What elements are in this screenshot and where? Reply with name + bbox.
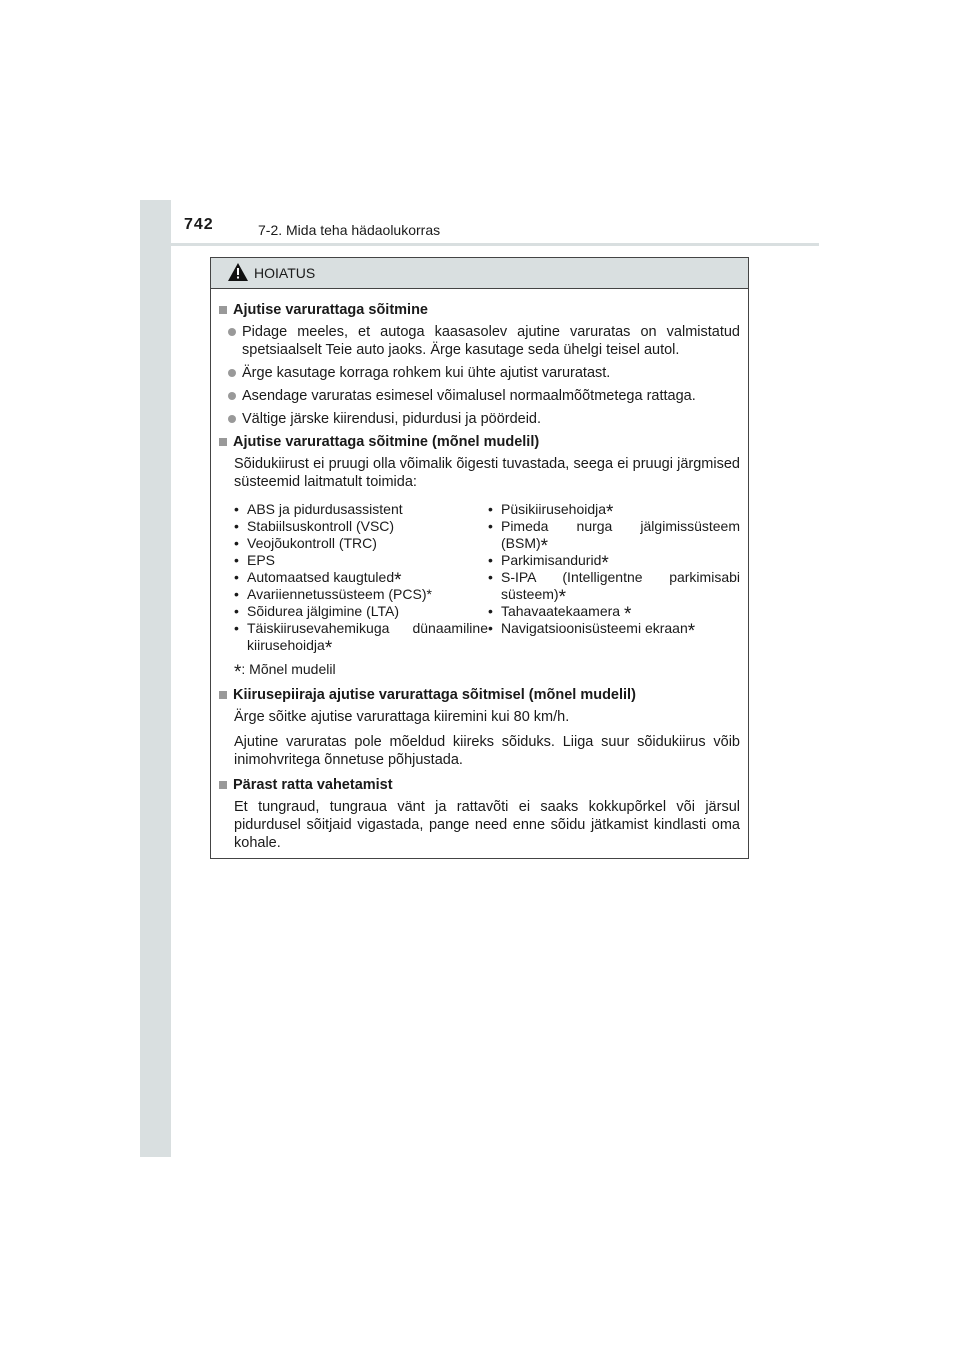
- page-number: 742: [184, 216, 214, 233]
- paragraph: Ärge sõitke ajutise varurattaga kiiremini kui 80 km/h.: [234, 709, 570, 725]
- warning-box: [210, 257, 749, 859]
- round-bullet-icon: [228, 369, 236, 377]
- system-list-item: • ABS ja pidurdusassistent: [234, 501, 403, 517]
- list-item: Asendage varuratas esimesel võimalusel normaalmõõtmetega rattaga.: [227, 387, 740, 405]
- header-rule: [171, 243, 819, 246]
- systems-list-left: [234, 501, 488, 659]
- system-list-item: • EPS: [234, 552, 276, 568]
- footnote: *: Mõnel mudelil: [234, 661, 336, 683]
- systems-list-right: [488, 501, 740, 654]
- list-item: Pidage meeles, et autoga kaasasolev ajutine varuratas on valmistatud spetsiaalselt Teie auto jaoks. Ärge kasutage seda ühelgi teisel autol.: [227, 323, 740, 359]
- warning-triangle-icon: [228, 263, 248, 281]
- system-list-item: • Tahavaatekaamera *: [487, 603, 632, 625]
- paragraph: Et tungraud, tungraua vänt ja rattavõti ei saaks kokkupõrkel või järsul pidurdusel sõitjaid vigastada, pange need enne sõidu jätkamist kindlasti oma kohale.: [234, 799, 740, 851]
- system-list-item: • Stabiilsuskontroll (VSC): [234, 518, 395, 534]
- system-list-item: • Parkimisandurid*: [487, 552, 609, 574]
- section-heading: Ajutise varurattaga sõitmine (mõnel mudelil): [218, 433, 740, 451]
- section-title: 7-2. Mida teha hädaolukorras: [258, 222, 441, 238]
- system-list-item: • Automaatsed kaugtuled*: [234, 569, 402, 591]
- square-bullet-icon: [219, 438, 227, 446]
- system-list-item: • Avariiennetussüsteem (PCS)*: [234, 586, 432, 602]
- round-bullet-icon: [228, 415, 236, 423]
- system-list-item: • S-IPA (Intelligentne parkimisabi süsteem)*: [487, 569, 740, 608]
- square-bullet-icon: [219, 306, 227, 314]
- system-list-item: • Täiskiirusevahemikuga dünaamiline kiirusehoidja*: [234, 620, 488, 659]
- warning-body: [211, 289, 748, 852]
- section-heading: Ajutise varurattaga sõitmine: [218, 301, 740, 319]
- side-band: [140, 200, 171, 1157]
- paragraph: Ajutine varuratas pole mõeldud kiireks sõiduks. Liiga suur sõidukiirus võib inimohvritega õnnetuse põhjustada.: [234, 734, 740, 768]
- square-bullet-icon: [219, 781, 227, 789]
- system-list-item: • Püsikiirusehoidja*: [487, 501, 614, 523]
- list-item: Vältige järske kiirendusi, pidurdusi ja pöördeid.: [227, 410, 740, 428]
- round-bullet-icon: [228, 392, 236, 400]
- warning-title: HOIATUS: [254, 265, 316, 281]
- system-list-item: • Navigatsioonisüsteemi ekraan*: [487, 620, 696, 642]
- round-bullet-icon: [228, 328, 236, 336]
- warning-header: [211, 258, 748, 289]
- system-list-item: • Veojõukontroll (TRC): [234, 535, 377, 551]
- section-heading: Kiirusepiiraja ajutise varurattaga sõitmisel (mõnel mudelil): [218, 686, 740, 704]
- list-item: Ärge kasutage korraga rohkem kui ühte ajutist varuratast.: [227, 364, 740, 382]
- section-heading: Pärast ratta vahetamist: [218, 776, 740, 794]
- systems-list: [234, 501, 740, 659]
- system-list-item: • Pimeda nurga jälgimissüsteem (BSM)*: [487, 518, 740, 557]
- square-bullet-icon: [219, 691, 227, 699]
- paragraph: Sõidukiirust ei pruugi olla võimalik õigesti tuvastada, seega ei pruugi järgmised süsteemid laitmatult toimida:: [234, 456, 740, 490]
- system-list-item: • Sõidurea jälgimine (LTA): [234, 603, 399, 619]
